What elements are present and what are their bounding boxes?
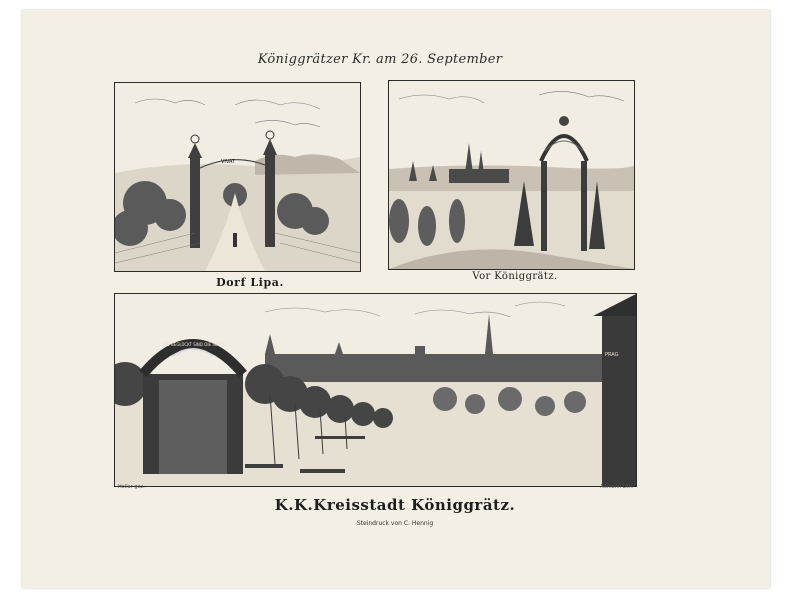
artist-left-credit: Hollar gez. <box>118 484 145 490</box>
sheet-title: Königgrätzer Kr. am 26. September <box>257 52 503 67</box>
engraving-kreisstadt <box>115 294 636 486</box>
plate-vor-koniggratz <box>388 80 635 270</box>
side-sign-text: PRAG <box>605 352 619 358</box>
engraving-dorf-lipa <box>115 83 360 271</box>
lipa-sign-text: VIVAT <box>221 159 236 165</box>
artist-right-credit: Altmann Lith. <box>600 484 634 490</box>
plate-dorf-lipa <box>114 82 361 272</box>
printer-credit: Steindruck von C. Hennig <box>356 520 434 527</box>
engraving-vor-koniggratz <box>389 81 634 269</box>
plate-kreisstadt-koniggratz <box>114 293 637 487</box>
caption-vor-koniggratz: Vor Königgrätz. <box>472 271 558 282</box>
caption-dorf-lipa: Dorf Lipa. <box>216 276 284 289</box>
arch-inscription: DIE BEGLÜCKT SIND DIE SEGNE... <box>163 342 230 347</box>
caption-kreisstadt: K.K.Kreisstadt Königgrätz. <box>274 496 516 514</box>
